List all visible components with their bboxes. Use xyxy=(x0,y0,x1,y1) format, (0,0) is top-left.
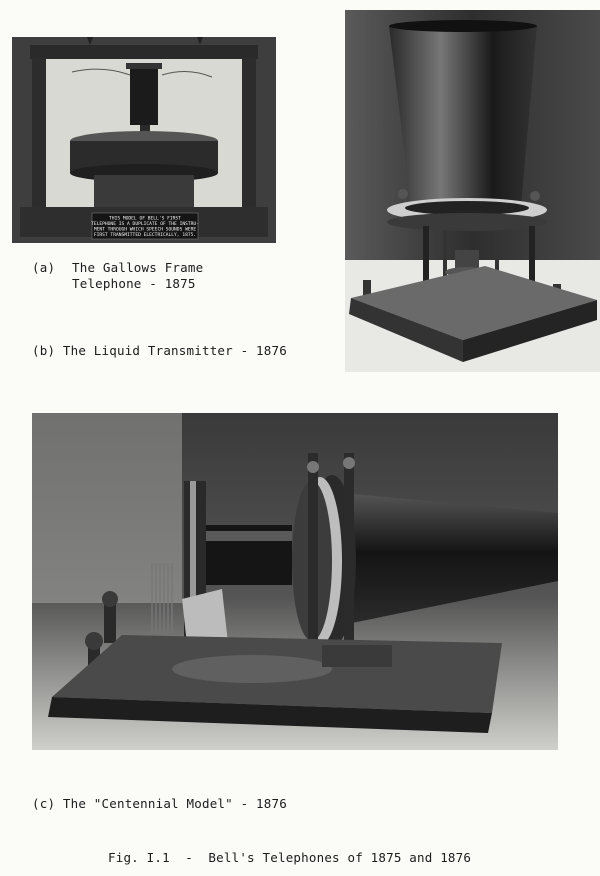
centennial-model-photo xyxy=(32,413,558,750)
caption-a-line-2: Telephone - 1875 xyxy=(72,276,196,291)
figure-caption: Fig. I.1 - Bell's Telephones of 1875 and 1876 xyxy=(108,850,472,865)
caption-a-line-1: The Gallows Frame xyxy=(72,260,204,275)
plaque-line-2: TELEPHONE IS A DUPLICATE OF THE INSTRU- xyxy=(91,222,199,227)
plaque-line-4: FIRST TRANSMITTED ELECTRICALLY, 1875. xyxy=(93,233,197,238)
caption-a-label: (a) xyxy=(32,260,56,275)
caption-c: (c) The "Centennial Model" - 1876 xyxy=(32,796,287,811)
plaque-line-1: THIS MODEL OF BELL'S FIRST xyxy=(109,216,181,222)
plaque-line-3: MENT THROUGH WHICH SPEECH SOUNDS WERE xyxy=(93,227,197,233)
caption-b: (b) The Liquid Transmitter - 1876 xyxy=(32,343,287,358)
liquid-transmitter-photo xyxy=(345,10,600,372)
gallows-frame-photo xyxy=(12,37,276,243)
